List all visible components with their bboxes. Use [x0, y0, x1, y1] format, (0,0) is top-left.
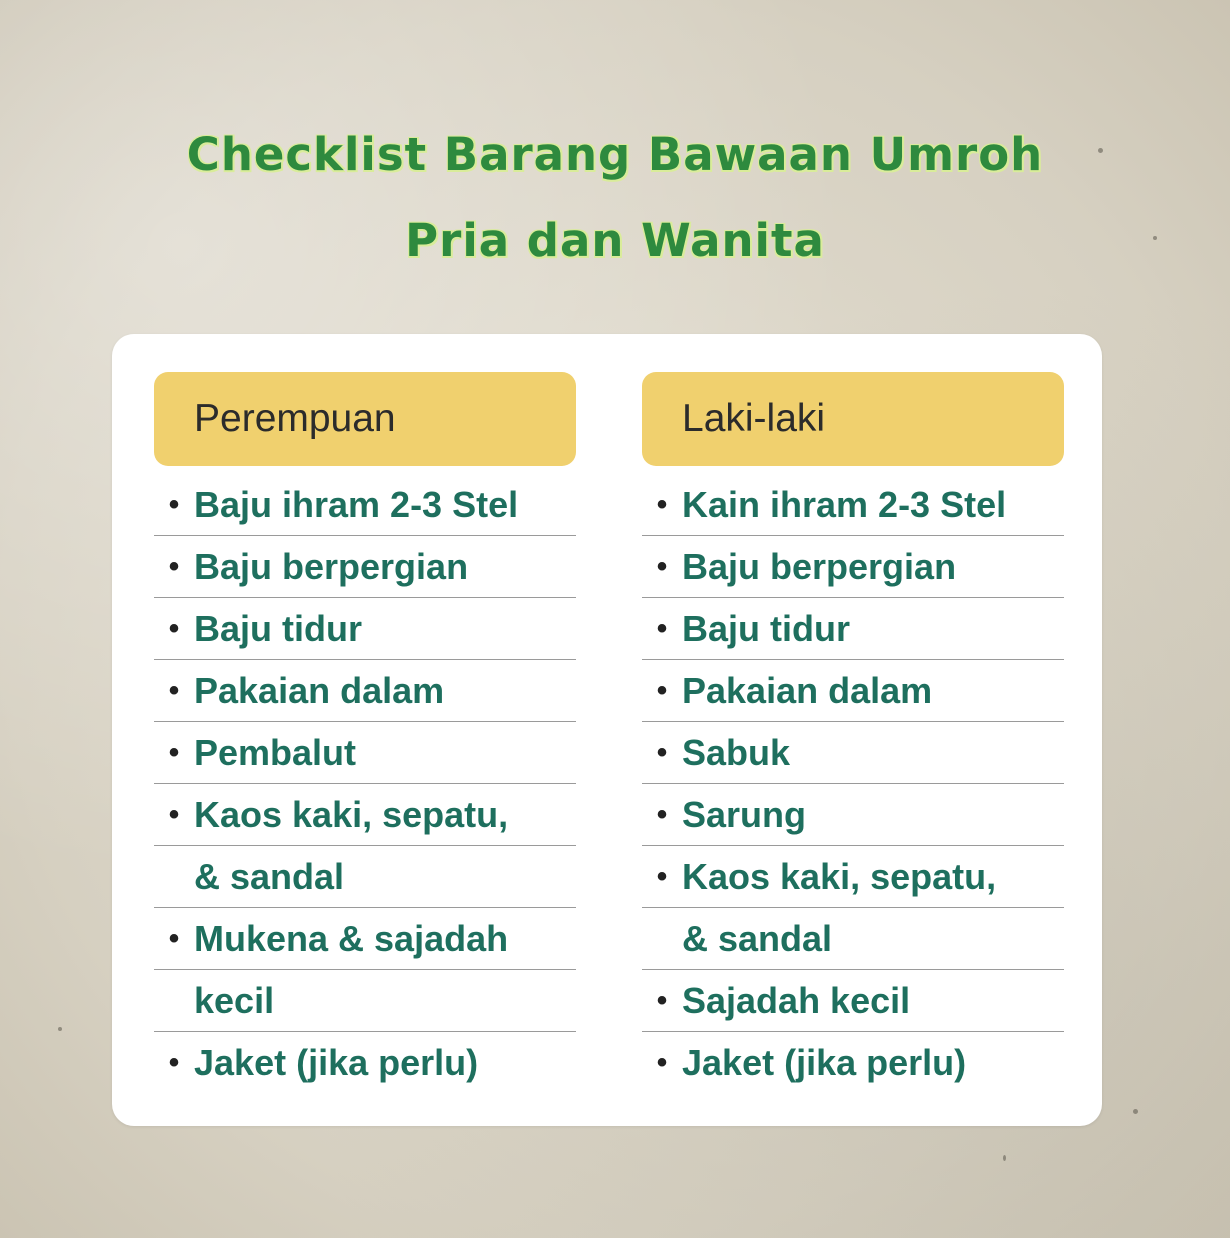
- list-item: [154, 908, 576, 970]
- item-text: Pakaian dalam: [194, 669, 445, 711]
- bullet-icon: •: [168, 735, 180, 769]
- item-text: Baju ihram 2-3 Stel: [194, 483, 519, 525]
- item-text: Sarung: [682, 793, 807, 835]
- column-perempuan: [154, 372, 576, 1094]
- bullet-icon: •: [656, 611, 668, 645]
- bullet-icon: •: [168, 549, 180, 583]
- bullet-icon: •: [168, 611, 180, 645]
- item-text: Baju berpergian: [682, 545, 957, 587]
- column-header-laki-laki: Laki-laki: [642, 372, 1064, 466]
- item-list: [642, 474, 1064, 1094]
- item-text: Baju tidur: [194, 607, 362, 649]
- item-text: Pembalut: [194, 731, 357, 773]
- list-item: [154, 598, 576, 660]
- item-text: Kaos kaki, sepatu,: [682, 855, 997, 897]
- item-text: Kaos kaki, sepatu,: [194, 793, 509, 835]
- list-item: [642, 970, 1064, 1032]
- list-item: [154, 474, 576, 536]
- list-item: [642, 474, 1064, 536]
- bullet-icon: •: [656, 673, 668, 707]
- item-text: kecil: [194, 979, 275, 1021]
- item-text: Kain ihram 2-3 Stel: [682, 483, 1007, 525]
- bullet-icon: •: [168, 921, 180, 955]
- background-speck: [58, 1027, 62, 1031]
- item-text: Jaket (jika perlu): [194, 1042, 479, 1083]
- list-item: [642, 784, 1064, 846]
- list-item: [154, 1032, 576, 1094]
- bullet-icon: •: [656, 797, 668, 831]
- item-text: Mukena & sajadah: [194, 917, 509, 959]
- item-text: Baju berpergian: [194, 545, 469, 587]
- list-item: [154, 846, 576, 908]
- item-text: Sabuk: [682, 731, 791, 773]
- list-item: [154, 536, 576, 598]
- checklist-card: [112, 334, 1102, 1126]
- item-text: Pakaian dalam: [682, 669, 933, 711]
- list-item: [642, 908, 1064, 970]
- item-text: & sandal: [194, 855, 345, 897]
- list-item: [642, 660, 1064, 722]
- bullet-icon: •: [168, 1046, 180, 1079]
- item-text: Sajadah kecil: [682, 979, 911, 1021]
- list-item: [154, 722, 576, 784]
- background-speck: [1003, 1155, 1006, 1161]
- list-item: [642, 722, 1064, 784]
- bullet-icon: •: [656, 1046, 668, 1079]
- item-text: Jaket (jika perlu): [682, 1042, 967, 1083]
- column-laki-laki: [642, 372, 1064, 1094]
- background-speck: [1133, 1109, 1138, 1114]
- page-title: [0, 112, 1230, 284]
- list-item: [642, 536, 1064, 598]
- list-item: [642, 598, 1064, 660]
- list-item: [642, 1032, 1064, 1094]
- list-item: [154, 970, 576, 1032]
- bullet-icon: •: [656, 487, 668, 521]
- item-text: Baju tidur: [682, 607, 850, 649]
- list-item: [154, 660, 576, 722]
- bullet-icon: •: [168, 673, 180, 707]
- item-list: [154, 474, 576, 1094]
- title-line-2: Pria dan Wanita: [405, 214, 825, 267]
- bullet-icon: •: [168, 487, 180, 521]
- bullet-icon: •: [656, 983, 668, 1017]
- list-item: [642, 846, 1064, 908]
- title-line-1: Checklist Barang Bawaan Umroh: [186, 128, 1044, 181]
- list-item: [154, 784, 576, 846]
- column-header-perempuan: Perempuan: [154, 372, 576, 466]
- bullet-icon: •: [656, 859, 668, 893]
- item-text: & sandal: [682, 917, 833, 959]
- bullet-icon: •: [656, 735, 668, 769]
- bullet-icon: •: [168, 797, 180, 831]
- bullet-icon: •: [656, 549, 668, 583]
